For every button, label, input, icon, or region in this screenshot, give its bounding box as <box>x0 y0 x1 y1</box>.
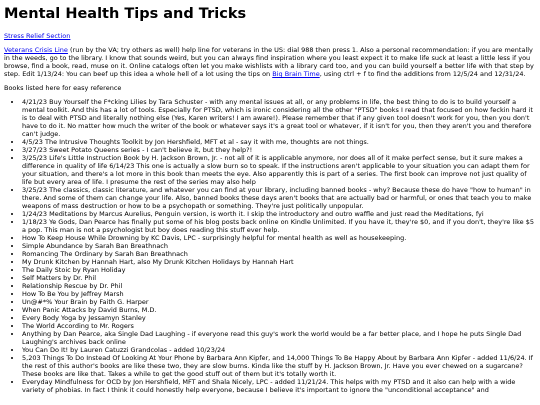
list-item: • Anything by Dan Pearce, aka Single Dad Laughing - if everyone read this guy's work the world would be a far better place, and I hope he puts Single Dad Laughing's archives back online <box>22 330 535 346</box>
books-heading: Books listed here for easy reference <box>4 84 122 92</box>
list-item: • How To Be You by Jeffrey Marsh <box>22 290 535 298</box>
list-item: • The Daily Stoic by Ryan Holiday <box>22 266 535 274</box>
list-item: • Self Matters by Dr. Phil <box>22 274 535 282</box>
table-of-contents <box>4 32 535 40</box>
list-item: • How To Keep House While Drowning by KC Davis, LPC - surprisingly helpful for mental health as well as housekeeping. <box>22 234 535 242</box>
list-item: • The World According to Mr. Rogers <box>22 322 535 330</box>
list-item: • 5,203 Things To Do Instead Of Looking At Your Phone by Barbara Ann Kipfer, and 14,000 Things To Be Happy About by Barbara Ann Kipfer - added 11/6/24. If the rest of this author's books are like these two, they are slow burns. Kinda like the stuff by H. Jackson Brown, Jr. Have you ever chewed on a sugarcane? These books are like that. Takes a while to get the good stuff out of them but it's totally worth it. <box>22 354 535 378</box>
list-item: • Un@#*% Your Brain by Faith G. Harper <box>22 298 535 306</box>
list-item: • When Panic Attacks by David Burns, M.D. <box>22 306 535 314</box>
list-item: • 1/18/23 Ye Gods, Dan Pearce has finally put some of his blog posts back online on Kindle Unlimited. If you have it, they're $0, and if you don't, they're like $5 a pop. This man is not a psychologist but boy does reading this stuff ever help. <box>22 218 535 234</box>
intro-paragraph <box>4 46 535 78</box>
intro-text-1: (run by the VA; try others as well) help line for veterans in the US: dial 988 then press 1. Also a personal recommendation: if you are mentally in the weeds, go to the library. I know that sounds weird, but you can always find inspiration where you least expect it to make life suck at least a little less if you browse, find a book, read, muse on it. Online catalogs often let you make wishlists with a library card too, and you can build yourself a better life with that step by step. Edit 1/13/24: You can beef up this idea a whole hell of a lot using the tips on <box>4 46 534 78</box>
stress-relief-section-link[interactable]: Stress Relief Section <box>4 32 71 40</box>
list-item: • You Can Do It! by Lauren Catuzzi Grandcolas - added 10/23/24 <box>22 346 535 354</box>
list-item: • 4/5/23 The Intrusive Thoughts Toolkit by Jon Hershfield, MFT et al - say it with me, thoughts are not things. <box>22 138 535 146</box>
list-item: • My Drunk Kitchen by Hannah Hart, also My Drunk Kitchen Holidays by Hannah Hart <box>22 258 535 266</box>
list-item: • Every Body Yoga by Jessamyn Stanley <box>22 314 535 322</box>
veterans-crisis-line-link[interactable]: Veterans Crisis Line <box>4 46 68 54</box>
list-item: • Simple Abundance by Sarah Ban Breathnach <box>22 242 535 250</box>
list-item: • 1/24/23 Meditations by Marcus Aurelius, Penguin version, is worth it. I skip the introductory and outro waffle and just read the Meditations, fyi <box>22 210 535 218</box>
list-item: • 3/25/23 The classics, classic literature, and whatever you can find at your library, including banned books - why? Because these do have "how to human" in there. And some of them can change your life. Also, banned books these days aren't books that are actually bad or harmful, or ones that teach you to make weapons of mass destruction or how to be a psychopath or something. They're just politically unpopular. <box>22 186 535 210</box>
page-title: Mental Health Tips and Tricks <box>4 6 247 22</box>
book-list <box>4 98 535 394</box>
intro-text-2: , using ctrl + f to find the additions from 12/5/24 and 12/31/24. <box>319 70 526 78</box>
list-item: • Everyday Mindfulness for OCD by Jon Hershfield, MFT and Shala Nicely, LPC - added 11/21/24. This helps with my PTSD and it also can help with a wide variety of phobias. In fact I think it could honestly help everyone, because I believe it's important to ignore the "unconditional acceptance" and <box>22 378 535 394</box>
list-item: • 4/21/23 Buy Yourself the F*cking Lilies by Tara Schuster - with any mental issues at all, or any problems in life, the best thing to do is to build yourself a mental toolkit. And this has a lot of tools. Especially for PTSD, which is ironic considering all the other "PTSD" books I read that focused on how feckin hard it is to deal with PTSD and literally nothing else (Yes, Karen writers! I am aware!). Please remember that if any given tool doesn't work for you, then you don't have to do it. No matter how much the writer of the book or whatever says it's a great tool or whatever, if it isn't for you, then they aren't you and therefore can't judge. <box>22 98 535 138</box>
list-item: • Relationship Rescue by Dr. Phil <box>22 282 535 290</box>
list-item: • 3/25/23 Life's Little Instruction Book by H. Jackson Brown, Jr. - not all of it is applicable anymore, nor does all of it make perfect sense, but it sure makes a difference in quality of life 6/14/23 This one is actually a slow burn so to speak. If the instructions aren't applicable to your situation you can adapt them for your situation, and there's a lot more in this book than meets the eye. Also apparently this is part of a series. The first book can improve not just quality of life but every area of life. I presume the rest of the series may also help <box>22 154 535 186</box>
list-item: • 3/27/23 Sweet Potato Queens series - I can't believe it, but they help?! <box>22 146 535 154</box>
list-item: • Romancing The Ordinary by Sarah Ban Breathnach <box>22 250 535 258</box>
big-brain-time-link[interactable]: Big Brain Time <box>272 70 320 78</box>
